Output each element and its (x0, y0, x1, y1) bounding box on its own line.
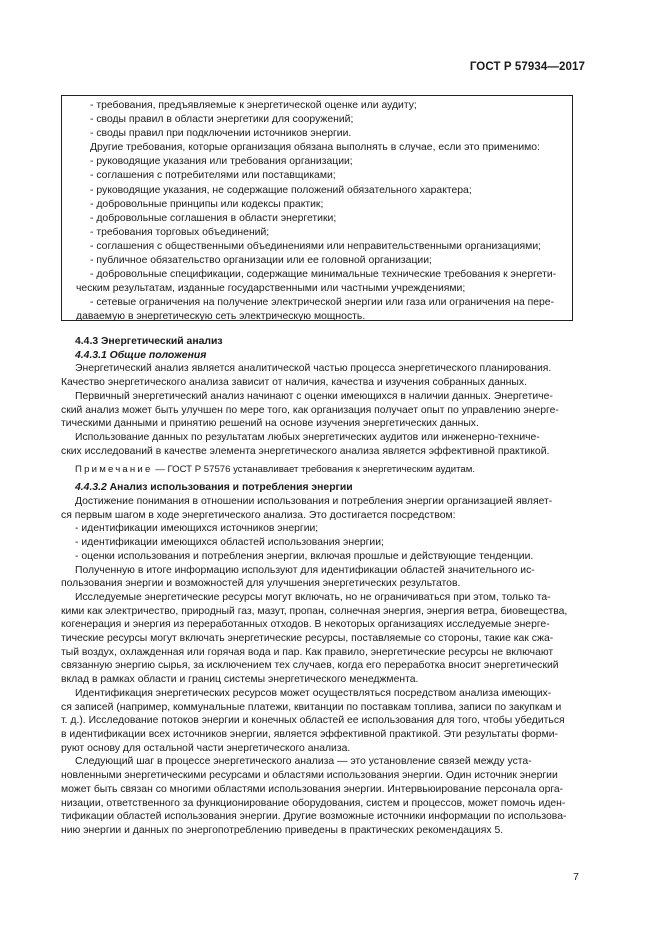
frame-line: - соглашения с общественными объединениями или неправительственными организациями; (90, 240, 542, 252)
paragraph-5 (61, 564, 581, 591)
text-line: ских исследований в качестве элемента энергетического анализа является эффективной практикой. (61, 445, 550, 457)
section-heading-4-4-3: 4.4.3 Энергетический анализ (75, 336, 223, 347)
section-heading-4-4-3-2 (61, 481, 581, 495)
text-line: может быть связан со многими областями использования энергии. Интервьюирование персонала орга- (61, 783, 564, 795)
standard-code: ГОСТ Р 57934—2017 (469, 61, 585, 73)
frame-line: - добровольные принципы или кодексы практик; (90, 198, 324, 210)
text-line: Полученную в итоге информацию используют для идентификации областей значительного ис- (75, 564, 535, 576)
text-line: Использование данных по результатам любых энергетических аудитов или инженерно-техниче- (75, 431, 540, 443)
text-line: - оценки использования и потребления энергии, включая прошлые и действующие тенденции. (75, 550, 534, 562)
paragraph-1 (61, 362, 581, 389)
paragraph-4 (61, 495, 581, 564)
text-line: Первичный энергетический анализ начинают с оценки имеющихся в наличии данных. Энергетиче- (75, 390, 553, 402)
heading-title: Анализ использования и потребления энергии (106, 482, 353, 494)
text-line: ся первым шагом в ходе энергетического анализа. Это достигается посредством: (61, 509, 456, 521)
frame-line: - добровольные соглашения в области энергетики; (90, 212, 337, 224)
frame-line: - руководящие указания, не содержащие положений обязательного характера; (90, 184, 472, 196)
paragraph-3 (61, 431, 581, 458)
text-line: пользования энергии и возможностей для улучшения энергетических результатов. (61, 578, 461, 590)
requirements-list (76, 99, 568, 325)
frame-line: даваемую в энергетическую сеть электрическую мощность. (76, 311, 366, 323)
frame-line: - публичное обязательство организации или ее головной организации; (90, 255, 432, 267)
frame-line: - соглашения с потребителями или поставщиками; (90, 170, 336, 182)
text-line: кими как электричество, природный газ, мазут, пропан, солнечная энергия, энергия ветра, биовещества, (61, 605, 568, 617)
frame-line: ческим результатам, изданные государственными или частными учреждениями; (76, 283, 466, 295)
text-line: ский анализ может быть улучшен по мере того, как организация получает опыт по управлению энерге- (61, 404, 559, 416)
frame-line: - сетевые ограничения на получение электрической энергии или газа или ограничения на пере- (90, 297, 555, 309)
paragraph-6 (61, 591, 581, 687)
paragraph-8 (61, 755, 581, 837)
paragraph-7 (61, 687, 581, 756)
text-line: руют основу для остальной части энергетического анализа. (61, 742, 351, 754)
text-line: когенерация и энергия из переработанных отходов. В некоторых организациях исследуемые энерге- (61, 619, 550, 631)
heading-number: 4.4.3.1 (75, 349, 107, 361)
text-line: связанную энергию сырья, за исключением тех случаев, когда его переработка вносит энергетический (61, 660, 559, 672)
note (61, 463, 581, 476)
text-line: Исследуемые энергетические ресурсы могут включать, но не ограничиваться при этом, только та- (75, 591, 551, 603)
frame-line: - руководящие указания или требования организации; (90, 156, 353, 168)
text-line: нию энергии и данных по энергопотреблению приведены в практических рекомендациях 5. (61, 824, 504, 836)
heading-title: Общие положения (109, 349, 207, 361)
frame-line: - требования, предъявляемые к энергетической оценке или аудиту; (90, 100, 417, 111)
frame-line: - требования торговых объединений; (90, 226, 270, 238)
frame-line: Другие требования, которые организация обязана выполнять в случае, если это применимо: (90, 142, 540, 154)
frame-line: - добровольные спецификации, содержащие минимальные технические требования к энергети- (90, 269, 557, 281)
text-line: ся записей (например, коммунальные платежи, квитанции по поставкам топлива, записи по закупкам и (61, 701, 562, 713)
requirements-frame (61, 95, 573, 321)
text-line: - идентификации имеющихся областей использования энергии; (75, 537, 384, 549)
text-line: новленными энергетическими ресурсами и областями использования энергии. Один источник энергии (61, 770, 558, 782)
text-line: - идентификации имеющихся источников энергии; (75, 523, 319, 535)
frame-line: - своды правил при подключении источников энергии. (90, 128, 352, 140)
note-text: — ГОСТ Р 57576 устанавливает требования к энергетическим аудитам. (152, 464, 476, 476)
section-body (61, 335, 581, 838)
page-number: 7 (573, 871, 579, 883)
text-line: тические ресурсы могут включать энергетические ресурсы, поставляемые со стороны, такие как сжа- (61, 633, 554, 645)
frame-line: - своды правил в области энергетики для сооружений; (90, 114, 354, 126)
text-line: низации, ответственного за функционирование оборудования, систем и процессов, может помочь иден- (61, 797, 566, 809)
text-line: вклад в рамках области и границ системы энергетического менеджмента. (61, 674, 419, 686)
heading-number: 4.4.3.2 (75, 482, 107, 494)
text-line: Достижение понимания в отношении использования и потребления энергии организацией являет- (75, 496, 553, 508)
text-line: Идентификация энергетических ресурсов может осуществляться посредством анализа имеющих- (75, 687, 552, 699)
text-line: Следующий шаг в процессе энергетического анализа — это установление связей между уста- (75, 756, 532, 768)
text-line: Энергетический анализ является аналитической частью процесса энергетического планирования. (75, 363, 552, 375)
text-line: т. д.). Исследование потоков энергии и конечных областей ее использования для того, чтобы убедиться (61, 715, 565, 727)
text-line: Качество энергетического анализа зависит от наличия, качества и изучения собранных данных. (61, 377, 527, 389)
paragraph-2 (61, 390, 581, 431)
text-line: тическими данными и принятию решений на основе изучения энергетических данных. (61, 418, 479, 430)
text-line: тый воздух, охлажденная или горячая вода и пар. Как правило, энергетические ресурсы не включают (61, 646, 554, 658)
text-line: тификации областей использования энергии. Другие возможные источники информации по использова- (61, 811, 567, 823)
note-label: Примечание (75, 464, 153, 476)
section-heading-4-4-3-1 (61, 349, 581, 363)
text-line: в идентификации всех источников энергии, является эффективной практикой. Эти результаты форми- (61, 728, 558, 740)
